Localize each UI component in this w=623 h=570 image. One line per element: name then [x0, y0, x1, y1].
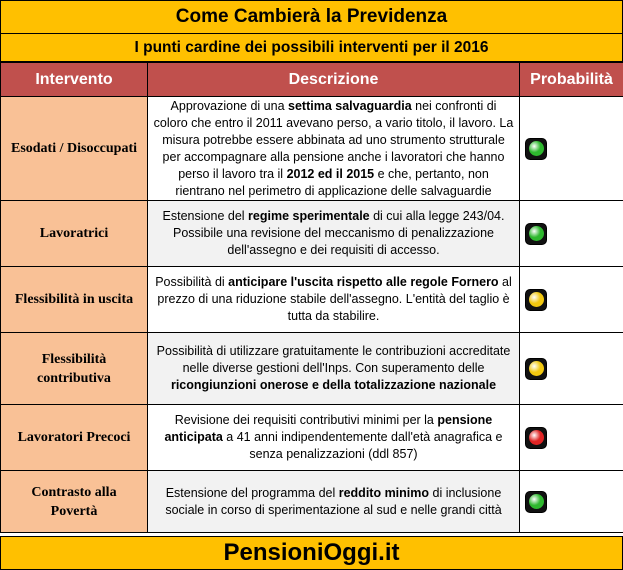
descrizione-text: di inclusione sociale in corso di sperimentazione al sud e nelle grandi città	[165, 485, 502, 517]
probabilita-cell	[520, 201, 623, 267]
descrizione-text: al prezzo di una riduzione stabile dell'assegno. L'entità del taglio è tutta da stabilire.	[157, 275, 512, 323]
descrizione-text: Estensione del programma del	[165, 485, 339, 500]
descrizione-text: Estensione del	[162, 209, 249, 223]
descrizione-bold-text: ricongiunzioni onerose e della totalizzazione nazionale	[170, 378, 497, 392]
interventions-table	[0, 62, 623, 533]
footer-brand: PensioniOggi.it	[0, 536, 623, 570]
traffic-light-icon	[525, 427, 547, 449]
descrizione-text: a 41 anni indipendentemente dall'età anagrafica e senza penalizzazioni (ddl 857)	[222, 430, 503, 461]
traffic-light-icon	[525, 491, 547, 513]
descrizione-text: Revisione dei requisiti contributivi minimi per la	[174, 413, 438, 427]
probabilita-cell	[520, 471, 623, 533]
table-row	[1, 201, 623, 267]
intervento-cell: Contrasto alla Povertà	[1, 471, 148, 533]
descrizione-bold-text: pensione anticipata	[164, 413, 493, 444]
descrizione-text: di cui alla legge 243/04. Possibile una revisione del meccanismo di penalizzazione dell'assegno e dei requisiti di accesso.	[172, 209, 505, 257]
descrizione-cell	[148, 201, 520, 267]
probabilita-cell	[520, 267, 623, 333]
table-header-row	[1, 63, 623, 97]
descrizione-bold-text: 2012 ed il 2015	[286, 166, 375, 181]
descrizione-text: nei confronti di coloro che entro il 2011 avevano perso, a vario titolo, il lavoro. La misura potrebbe essere abbinata ad uno strumento strutturale per accompagnare alla pensione anche i lavoratori che hanno perso il lavoro tra il	[153, 98, 514, 181]
column-header-descrizione: Descrizione	[148, 63, 520, 97]
column-header-intervento: Intervento	[1, 63, 148, 97]
traffic-light-red-icon	[529, 430, 544, 445]
column-header-probabilita: Probabilità	[520, 63, 623, 97]
descrizione-cell	[148, 97, 520, 201]
probabilita-cell	[520, 97, 623, 201]
probabilita-cell	[520, 333, 623, 405]
descrizione-text: Approvazione di una	[170, 98, 288, 113]
intervento-cell: Flessibilità in uscita	[1, 267, 148, 333]
traffic-light-icon	[525, 138, 547, 160]
descrizione-bold-text: reddito minimo	[338, 485, 430, 500]
probabilita-cell	[520, 405, 623, 471]
table-row	[1, 405, 623, 471]
descrizione-bold-text: anticipare l'uscita rispetto alle regole Fornero	[228, 275, 499, 289]
descrizione-cell	[148, 405, 520, 471]
descrizione-cell	[148, 267, 520, 333]
traffic-light-icon	[525, 289, 547, 311]
table-row	[1, 97, 623, 201]
intervento-cell: Flessibilità contributiva	[1, 333, 148, 405]
traffic-light-yellow-icon	[529, 292, 544, 307]
traffic-light-icon	[525, 223, 547, 245]
descrizione-text: Possibilità di utilizzare gratuitamente le contribuzioni accreditate nelle diverse gestioni dell'Inps. Con superamento delle	[156, 344, 511, 375]
descrizione-text: e che, pertanto, non rientrano nel perimetro di applicazione delle salvaguardie	[175, 166, 492, 198]
descrizione-bold-text: regime sperimentale	[248, 209, 370, 223]
table-row	[1, 471, 623, 533]
traffic-light-green-icon	[529, 226, 544, 241]
intervento-cell: Lavoratori Precoci	[1, 405, 148, 471]
traffic-light-yellow-icon	[529, 361, 544, 376]
descrizione-cell	[148, 471, 520, 533]
descrizione-bold-text: settima salvaguardia	[288, 98, 412, 113]
descrizione-cell	[148, 333, 520, 405]
intervento-cell: Lavoratrici	[1, 201, 148, 267]
traffic-light-green-icon	[529, 494, 544, 509]
traffic-light-green-icon	[529, 141, 544, 156]
page-subtitle: I punti cardine dei possibili interventi per il 2016	[0, 34, 623, 62]
traffic-light-icon	[525, 358, 547, 380]
page-title: Come Cambierà la Previdenza	[0, 0, 623, 34]
descrizione-text: Possibilità di	[155, 275, 229, 289]
table-row	[1, 333, 623, 405]
intervento-cell: Esodati / Disoccupati	[1, 97, 148, 201]
table-row	[1, 267, 623, 333]
